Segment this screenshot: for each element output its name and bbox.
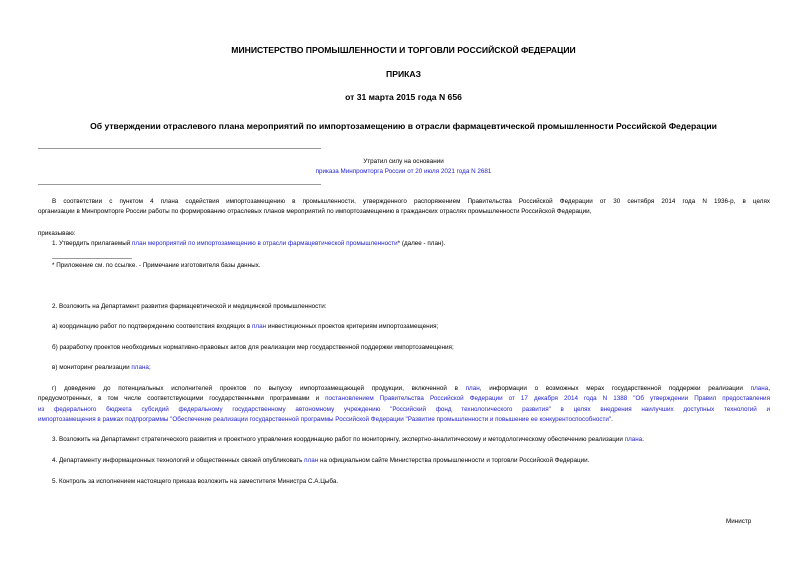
item-2a: [52, 322, 770, 332]
item-2d-decree-link-end[interactable]: импортозамещения в рамках подпрограммы "Обеспечение реализации государственной программы Российской Федерации "Развитие промышленности и повышение ее конкурентоспособности": [38, 416, 612, 424]
item-2d-line-1-mid: , информации о возможных мерах государственной поддержки реализации: [479, 385, 751, 392]
order-word: приказываю:: [38, 230, 76, 237]
item-2a-text: а) координацию работ по подтверждению соответствия входящих в: [52, 323, 253, 330]
annul-top-rule: [38, 148, 321, 149]
signature-title: Министр: [726, 518, 752, 525]
item-2d-decree-link[interactable]: постановлением Правительства Российской Федерации от 17 декабря 2014 года N 1388 "Об утверждении Правил предоставления: [325, 395, 770, 403]
item-2a-plan-link[interactable]: план: [252, 323, 267, 330]
annul-text: Утратил силу на основании: [363, 158, 444, 165]
item-2d-line-2-text: предусмотренных, в том числе соответствующими государственными программами и: [38, 395, 326, 403]
item-3-plan-link[interactable]: плана: [624, 436, 643, 443]
item-4-plan-link[interactable]: план: [304, 457, 319, 464]
item-2d-line-2: [38, 394, 770, 404]
item-2c-text: в) мониторинг реализации: [52, 364, 132, 371]
item-2d-line-1: [38, 384, 770, 394]
item-4: [52, 456, 770, 466]
preamble-paragraph: [38, 197, 770, 218]
item-2d-line-4-post: .: [611, 416, 613, 424]
item-2d-line-4: [38, 415, 770, 425]
item-4-post: на официальном сайте Министерства промышленности и торговли Российской Федерации.: [318, 457, 590, 464]
document-subject: Об утверждении отраслевого плана мероприятий по импортозамещению в отрасли фармацевтической промышленности Российской Федерации: [90, 121, 717, 131]
footnote-rule: [52, 258, 132, 259]
item-2d-decree-link-cont[interactable]: из федерального бюджета субсидий федеральному государственному автономному учреждению "Российский фонд технологического развития" в целях внедрения наилучших доступных технологий и: [38, 405, 770, 413]
item-2b: б) разработку проектов необходимых нормативно-правовых актов для реализации мер государственной поддержки импортозамещения;: [52, 344, 454, 351]
ministry-title: МИНИСТЕРСТВО ПРОМЫШЛЕННОСТИ И ТОРГОВЛИ РОССИЙСКОЙ ФЕДЕРАЦИИ: [231, 45, 576, 55]
preamble-line-1: В соответствии с пунктом 4 плана содействия импортозамещению в промышленности, утвержденного распоряжением Правительства Российской Федерации от 30 сентября 2014 года N 1936-р, в целях: [52, 198, 770, 205]
item-1: [52, 239, 770, 249]
item-1-text: 1. Утвердить прилагаемый: [52, 240, 133, 247]
document-type: ПРИКАЗ: [386, 69, 421, 79]
item-2c: [52, 363, 770, 373]
item-2d-plana-link[interactable]: плана: [750, 385, 769, 392]
preamble-line-2: организации в Минпромторге России работы по формированию отраслевых планов мероприятий по импортозамещению в гражданских отраслях промышленности Российской Федерации,: [38, 208, 592, 216]
annul-bottom-rule: [38, 184, 321, 185]
item-4-text: 4. Департаменту информационных технологий и общественных связей опубликовать: [52, 457, 305, 464]
item-3: [52, 435, 770, 445]
document-date: от 31 марта 2015 года N 656: [345, 92, 462, 102]
item-3-post: .: [642, 436, 645, 443]
footnote: * Приложение см. по ссылке. - Примечание изготовителя базы данных.: [52, 262, 261, 269]
item-5: 5. Контроль за исполнением настоящего приказа возложить на заместителя Министра С.А.Цыба.: [52, 478, 339, 485]
annul-note: [0, 157, 807, 177]
annul-link[interactable]: приказа Минпромторга России от 20 июля 2021 года N 2681: [315, 168, 492, 175]
item-2: 2. Возложить на Департамент развития фармацевтической и медицинской промышленности:: [52, 303, 327, 310]
item-2c-post: ;: [148, 364, 151, 371]
item-1-plan-link[interactable]: план мероприятий по импортозамещению в отрасли фармацевтической промышленности: [132, 240, 398, 247]
item-2d-line-1-post: ,: [768, 385, 770, 392]
item-2d-line-1-text: г) доведение до потенциальных исполнителей проектов по выпуску импортозамещающей продукции, включенной в: [52, 385, 466, 392]
item-2d-plan-link[interactable]: план: [465, 385, 480, 392]
item-2c-plan-link[interactable]: плана: [131, 364, 149, 371]
item-2a-post: инвестиционных проектов критериям импортозамещения;: [266, 323, 439, 330]
item-1-post: * (далее - план).: [397, 240, 446, 247]
item-2d: [38, 384, 770, 426]
item-3-text: 3. Возложить на Департамент стратегического развития и проектного управления координацию работ по мониторингу, экспертно-аналитическому и методологическому обеспечению реализации: [52, 436, 625, 443]
